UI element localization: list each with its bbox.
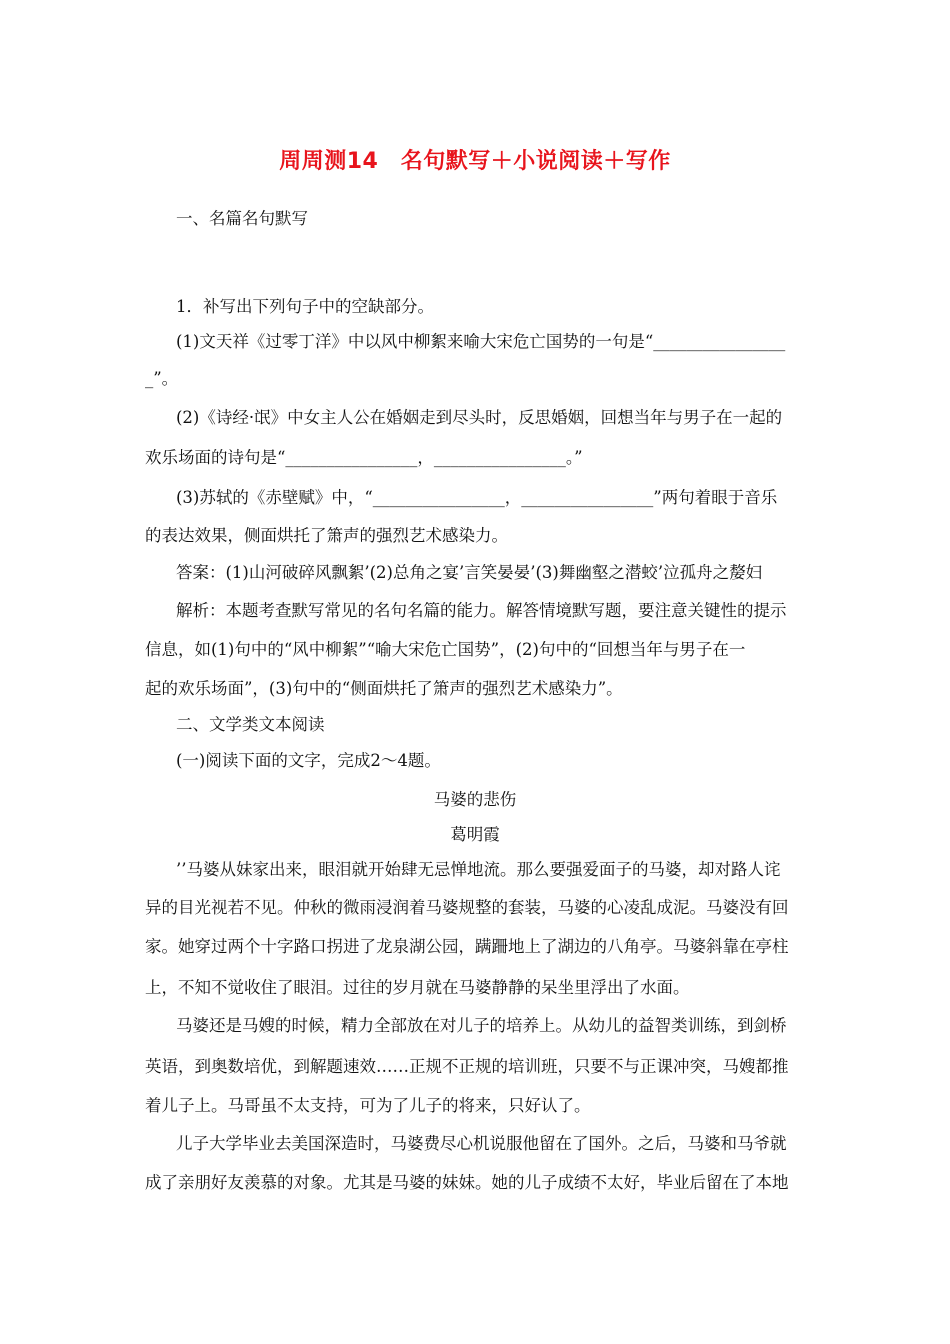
question-1-item-1: (1)文天祥《过零丁洋》中以风中柳絮来喻大宋危亡国势的一句是“________________	[176, 332, 786, 351]
analysis-line-1: 解析：本题考查默写常见的名句名篇的能力。解答情境默写题，要注意关键性的提示	[176, 601, 787, 620]
story-paragraph-1-line-2: 异的目光视若不见。仲秋的微雨浸润着马婆规整的套装，马婆的心凌乱成泥。马婆没有回	[145, 898, 789, 917]
answer-line: 答案：(1)山河破碎风飘絮’(2)总角之宴’言笑晏晏’(3)舞幽壑之潜蛟’泣孤舟之嫠妇	[176, 563, 763, 582]
page-title: 周周测14 名句默写＋小说阅读＋写作	[279, 149, 671, 174]
story-paragraph-3-line-2: 成了亲朋好友羡慕的对象。尤其是马婆的妹妹。她的儿子成绩不太好，毕业后留在了本地	[145, 1173, 789, 1192]
story-paragraph-2-line-3: 着儿子上。马哥虽不太支持，可为了儿子的将来，只好认了。	[145, 1096, 591, 1115]
story-paragraph-1-line-1: ’’马婆从妹家出来，眼泪就开始肆无忌惮地流。那么要强爱面子的马婆，却对路人诧	[176, 860, 781, 879]
story-paragraph-2-line-2: 英语，到奥数培优，到解题速效……正规不正规的培训班，只要不与正课冲突，马嫂都推	[145, 1057, 789, 1076]
story-paragraph-2-line-1: 马婆还是马嫂的时候，精力全部放在对儿子的培养上。从幼儿的益智类训练，到剑桥	[176, 1016, 787, 1035]
story-paragraph-1-line-3: 家。她穿过两个十字路口拐进了龙泉湖公园，蹒跚地上了湖边的八角亭。马婆斜靠在亭柱	[145, 937, 789, 956]
section-heading-2: 二、文学类文本阅读	[176, 715, 325, 734]
story-author: 葛明霞	[450, 825, 500, 844]
reading-instruction: (一)阅读下面的文字，完成2～4题。	[176, 751, 441, 770]
question-1-item-3: (3)苏轼的《赤壁赋》中，“________________，________________”两句着眼于音乐	[176, 488, 778, 507]
story-paragraph-3-line-1: 儿子大学毕业去美国深造时，马婆费尽心机说服他留在了国外。之后，马婆和马爷就	[176, 1134, 787, 1153]
question-1-item-3-cont: 的表达效果，侧面烘托了箫声的强烈艺术感染力。	[145, 526, 508, 545]
analysis-line-3: 起的欢乐场面”，(3)句中的“侧面烘托了箫声的强烈艺术感染力”。	[145, 679, 623, 698]
question-1-item-2: (2)《诗经·氓》中女主人公在婚姻走到尽头时，反思婚姻，回想当年与男子在一起的	[176, 408, 783, 427]
question-1-stem: 1．补写出下列句子中的空缺部分。	[176, 297, 434, 316]
question-1-item-1-cont: _”。	[145, 369, 179, 388]
story-title: 马婆的悲伤	[433, 790, 517, 809]
question-1-item-2-cont: 欢乐场面的诗句是“________________，________________。”	[145, 448, 583, 467]
section-heading-1: 一、名篇名句默写	[176, 209, 308, 228]
story-paragraph-1-line-4: 上，不知不觉收住了眼泪。过往的岁月就在马婆静静的呆坐里浮出了水面。	[145, 978, 690, 997]
analysis-line-2: 信息，如(1)句中的“风中柳絮”“喻大宋危亡国势”，(2)句中的“回想当年与男子在一	[145, 640, 746, 659]
